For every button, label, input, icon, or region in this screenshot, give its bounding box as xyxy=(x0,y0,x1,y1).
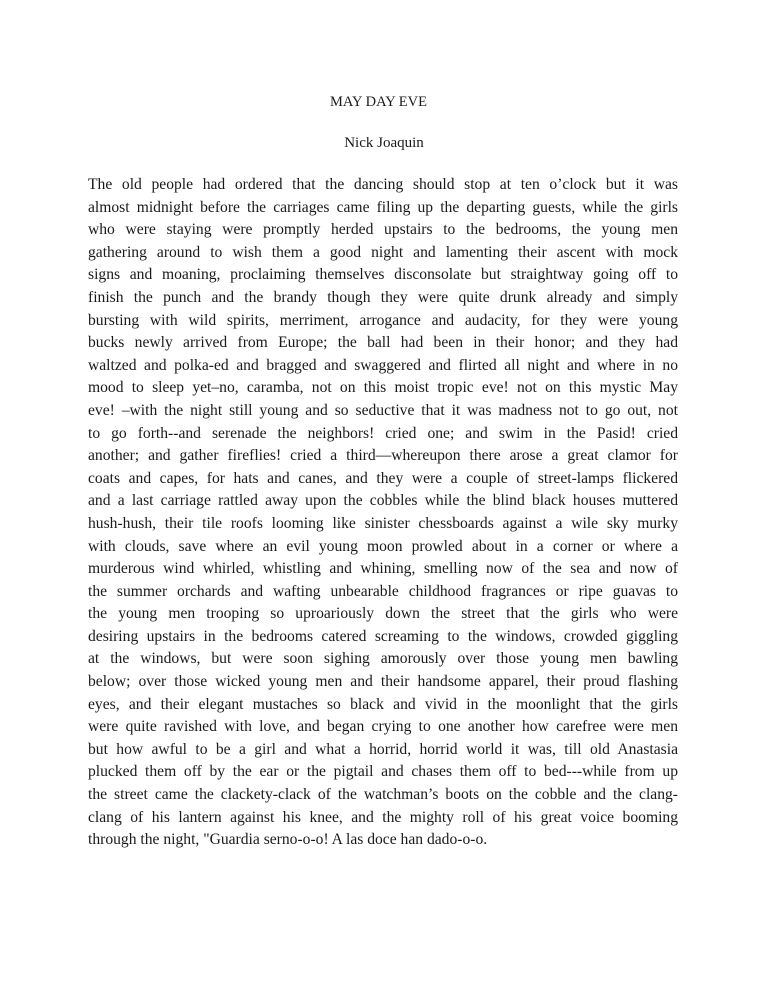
text-line: mood to sleep yet–no, caramba, not on this moist tropic eve! not on this mystic May xyxy=(88,379,678,397)
text-line: at the windows, but were soon sighing amorously over those young men bawling xyxy=(88,650,678,668)
text-line: the summer orchards and wafting unbearable childhood fragrances or ripe guavas to xyxy=(88,582,678,600)
text-line: eyes, and their elegant mustaches so black and vivid in the moonlight that the girls xyxy=(88,695,678,713)
text-line: who were staying were promptly herded upstairs to the bedrooms, the young men xyxy=(88,221,678,239)
text-line: bursting with wild spirits, merriment, arrogance and audacity, for they were young xyxy=(88,311,678,329)
text-line: hush-hush, their tile roofs looming like sinister chessboards against a wile sky murky xyxy=(88,514,678,532)
text-line: and a last carriage rattled away upon the cobbles while the blind black houses muttered xyxy=(88,492,678,510)
text-line: were quite ravished with love, and began crying to one another how carefree were men xyxy=(88,718,678,736)
text-line: to go forth--and serenade the neighbors! cried one; and swim in the Pasid! cried xyxy=(88,424,678,442)
text-line: bucks newly arrived from Europe; the ball had been in their honor; and they had xyxy=(88,334,678,352)
body-paragraph xyxy=(88,174,678,852)
text-line: below; over those wicked young men and their handsome apparel, their proud flashing xyxy=(88,673,678,691)
text-line: signs and moaning, proclaiming themselves disconsolate but straightway going off to xyxy=(88,266,678,284)
text-line: eve! –with the night still young and so seductive that it was madness not to go out, not xyxy=(88,401,678,419)
text-line: the street came the clackety-clack of the watchman’s boots on the cobble and the clang- xyxy=(88,786,678,804)
text-line: desiring upstairs in the bedrooms catered screaming to the windows, crowded giggling xyxy=(88,627,678,645)
text-line: murderous wind whirled, whistling and whining, smelling now of the sea and now of xyxy=(88,560,678,578)
text-line: another; and gather fireflies! cried a third—whereupon there arose a great clamor for xyxy=(88,447,678,465)
text-line: the young men trooping so uproariously down the street that the girls who were xyxy=(88,605,678,623)
text-line: plucked them off by the ear or the pigtail and chases them off to bed---while from up xyxy=(88,763,678,781)
text-line: through the night, "Guardia serno-o-o! A las doce han dado-o-o. xyxy=(88,831,488,849)
text-line: waltzed and polka-ed and bragged and swaggered and flirted all night and where in no xyxy=(88,356,678,374)
author-name: Nick Joaquin xyxy=(344,135,424,151)
text-line: coats and capes, for hats and canes, and they were a couple of street-lamps flickered xyxy=(88,469,678,487)
text-line: finish the punch and the brandy though they were quite drunk already and simply xyxy=(88,288,678,306)
text-line: but how awful to be a girl and what a horrid, horrid world it was, till old Anastasia xyxy=(88,740,678,758)
text-line: gathering around to wish them a good night and lamenting their ascent with mock xyxy=(88,243,678,261)
text-line: The old people had ordered that the dancing should stop at ten o’clock but it was xyxy=(88,176,678,193)
text-line: with clouds, save where an evil young moon prowled about in a corner or where a xyxy=(88,537,678,555)
text-line: almost midnight before the carriages came filing up the departing guests, while the girls xyxy=(88,198,678,216)
text-line: clang of his lantern against his knee, and the mighty roll of his great voice booming xyxy=(88,808,678,826)
document-title: MAY DAY EVE xyxy=(330,94,427,110)
